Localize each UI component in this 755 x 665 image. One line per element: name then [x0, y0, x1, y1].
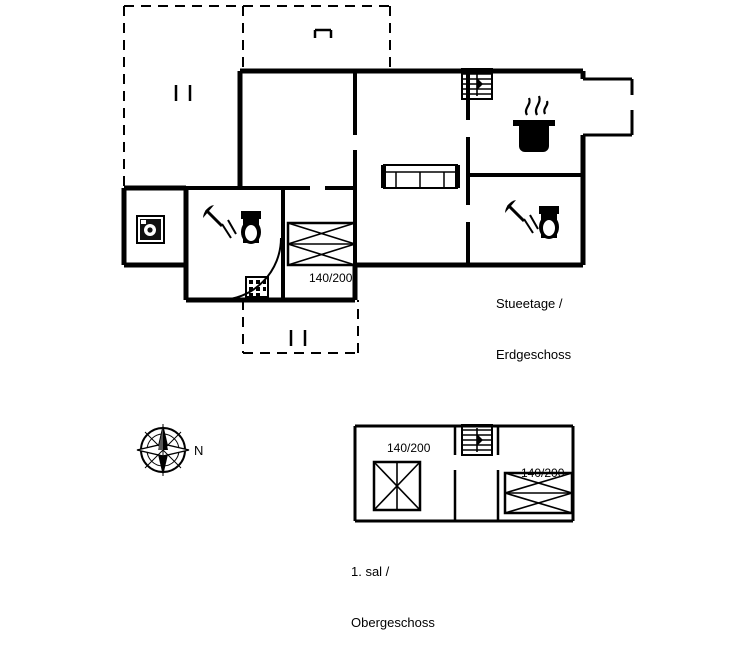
bed-label-upper-left: 140/200 — [387, 441, 431, 455]
stair-down-upper — [462, 425, 492, 455]
bed-label-upper-right: 140/200 — [521, 466, 565, 480]
compass-rose — [137, 424, 189, 476]
level-label-ground-line1: Stueetage / — [496, 296, 563, 311]
shower-toilet-icon-left — [203, 205, 261, 244]
compass-north-label: N — [194, 443, 204, 458]
washing-machine-icon — [137, 216, 164, 243]
stair-up-ground — [462, 69, 492, 99]
level-label-upper-line1: 1. sal / — [351, 564, 390, 579]
tile-icon — [246, 277, 268, 297]
window-marks — [312, 122, 468, 220]
bed-140-200-upper-left — [374, 462, 420, 510]
cooking-pot-icon — [513, 96, 555, 152]
level-label-upper-line2: Obergeschoss — [351, 615, 435, 630]
level-label-ground-floor — [496, 261, 571, 397]
level-label-upper-floor — [351, 529, 435, 665]
bed-140-200-ground — [288, 223, 355, 265]
sofa-icon — [381, 165, 460, 188]
shower-toilet-icon-right — [505, 200, 559, 239]
level-label-ground-line2: Erdgeschoss — [496, 347, 572, 362]
bed-label-ground: 140/200 — [309, 271, 353, 285]
